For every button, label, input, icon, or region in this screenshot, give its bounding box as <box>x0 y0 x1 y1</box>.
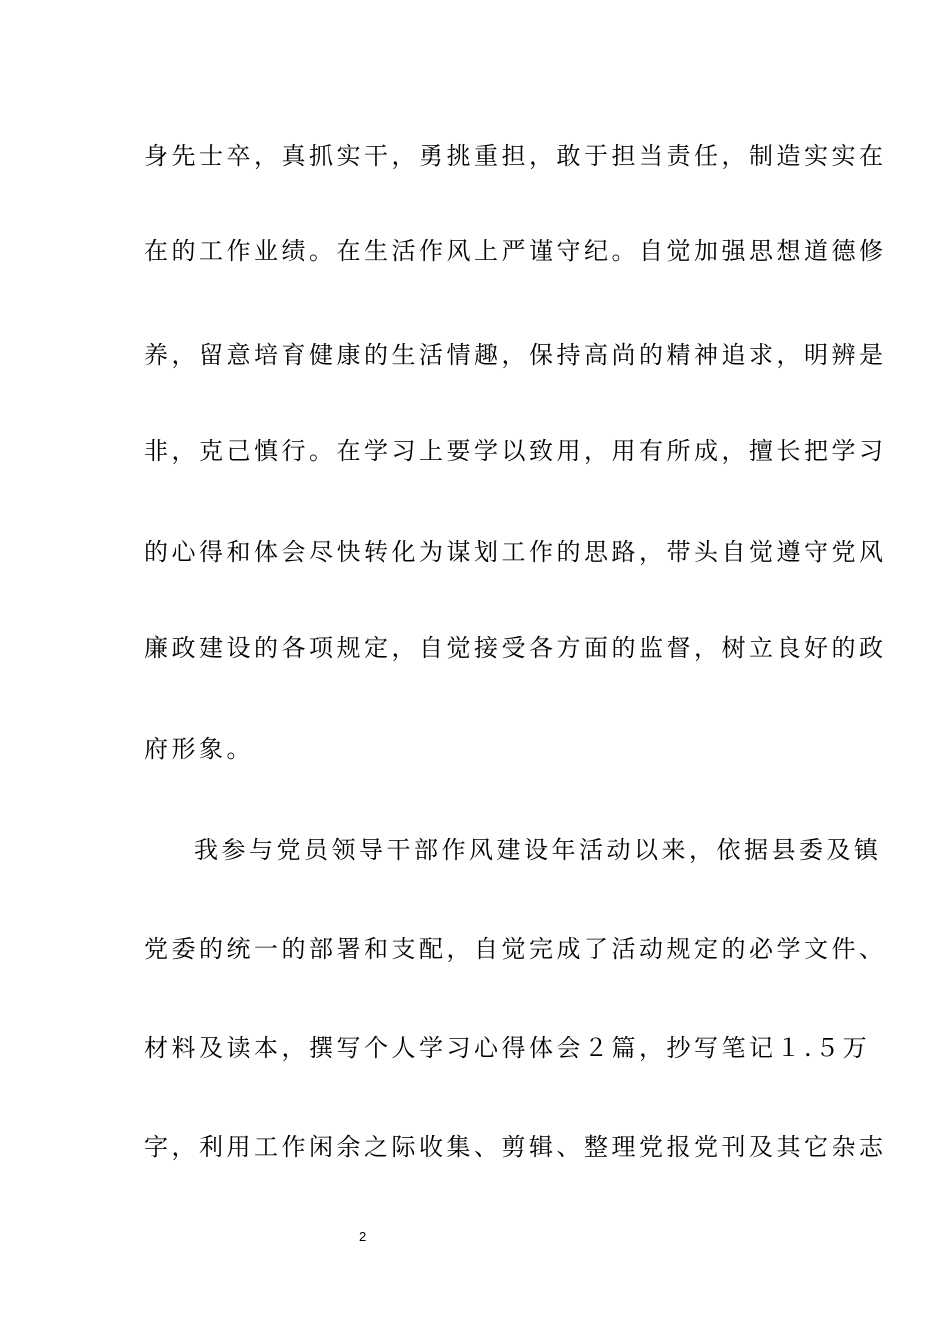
text-line: 在的工作业绩。在生活作风上严谨守纪。自觉加强思想道德修 <box>144 237 887 265</box>
text-line: 廉政建设的各项规定，自觉接受各方面的监督，树立良好的政 <box>144 634 887 662</box>
text-line: 的心得和体会尽快转化为谋划工作的思路，带头自觉遵守党风 <box>144 538 887 566</box>
text-line: 材料及读本，撰写个人学习心得体会２篇，抄写笔记１.５万 <box>144 1034 871 1062</box>
page-number: 2 <box>359 1229 367 1244</box>
text-line: 字，利用工作闲余之际收集、剪辑、整理党报党刊及其它杂志 <box>144 1133 887 1161</box>
text-line: 非，克己慎行。在学习上要学以致用，用有所成，擅长把学习 <box>144 437 887 465</box>
paragraph-first-line: 我参与党员领导干部作风建设年活动以来，依据县委及镇 <box>194 836 882 864</box>
text-line: 养，留意培育健康的生活情趣，保持高尚的精神追求，明辨是 <box>144 341 887 369</box>
text-line: 党委的统一的部署和支配，自觉完成了活动规定的必学文件、 <box>144 935 887 963</box>
text-line: 身先士卒，真抓实干，勇挑重担，敢于担当责任，制造实实在 <box>144 142 887 170</box>
text-line: 府形象。 <box>144 735 254 763</box>
